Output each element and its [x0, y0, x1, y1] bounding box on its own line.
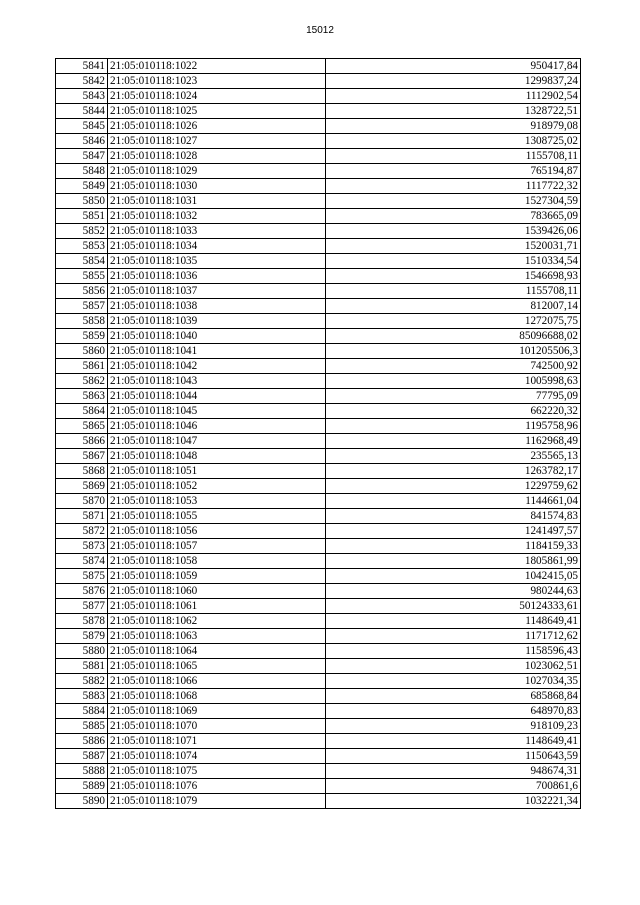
- cadastral-value-cell: 1032221,34: [326, 794, 581, 809]
- row-number-cell: 5865: [56, 419, 108, 434]
- cadastral-value-cell: 1155708,11: [326, 284, 581, 299]
- table-row: [56, 584, 581, 599]
- row-number-cell: 5883: [56, 689, 108, 704]
- table-row: [56, 704, 581, 719]
- row-number-cell: 5872: [56, 524, 108, 539]
- table-row: [56, 164, 581, 179]
- table-row: [56, 674, 581, 689]
- row-number-cell: 5876: [56, 584, 108, 599]
- row-number-cell: 5890: [56, 794, 108, 809]
- row-number-cell: 5888: [56, 764, 108, 779]
- cadastral-value-cell: 841574,83: [326, 509, 581, 524]
- cadastral-number-cell: 21:05:010118:1031: [108, 194, 326, 209]
- cadastral-value-cell: 50124333,61: [326, 599, 581, 614]
- row-number-cell: 5845: [56, 119, 108, 134]
- table-row: [56, 794, 581, 809]
- cadastral-number-cell: 21:05:010118:1022: [108, 59, 326, 74]
- row-number-cell: 5855: [56, 269, 108, 284]
- table-row: [56, 209, 581, 224]
- table-row: [56, 404, 581, 419]
- row-number-cell: 5846: [56, 134, 108, 149]
- table-row: [56, 689, 581, 704]
- cadastral-number-cell: 21:05:010118:1046: [108, 419, 326, 434]
- cadastral-number-cell: 21:05:010118:1032: [108, 209, 326, 224]
- cadastral-number-cell: 21:05:010118:1038: [108, 299, 326, 314]
- table-row: [56, 764, 581, 779]
- cadastral-value-cell: 1299837,24: [326, 74, 581, 89]
- cadastral-value-cell: 1263782,17: [326, 464, 581, 479]
- page-number: 15012: [306, 25, 334, 36]
- table-row: [56, 314, 581, 329]
- table-row: [56, 719, 581, 734]
- cadastral-value-cell: 1328722,51: [326, 104, 581, 119]
- cadastral-number-cell: 21:05:010118:1070: [108, 719, 326, 734]
- table-row: [56, 269, 581, 284]
- cadastral-value-cell: 1027034,35: [326, 674, 581, 689]
- row-number-cell: 5878: [56, 614, 108, 629]
- cadastral-value-cell: 1308725,02: [326, 134, 581, 149]
- cadastral-number-cell: 21:05:010118:1060: [108, 584, 326, 599]
- cadastral-number-cell: 21:05:010118:1076: [108, 779, 326, 794]
- table-row: [56, 359, 581, 374]
- row-number-cell: 5882: [56, 674, 108, 689]
- cadastral-number-cell: 21:05:010118:1052: [108, 479, 326, 494]
- table-row: [56, 449, 581, 464]
- cadastral-number-cell: 21:05:010118:1023: [108, 74, 326, 89]
- cadastral-number-cell: 21:05:010118:1024: [108, 89, 326, 104]
- cadastral-value-cell: 1148649,41: [326, 614, 581, 629]
- table-row: [56, 734, 581, 749]
- row-number-cell: 5859: [56, 329, 108, 344]
- row-number-cell: 5856: [56, 284, 108, 299]
- cadastral-value-cell: 1527304,59: [326, 194, 581, 209]
- cadastral-value-cell: 1150643,59: [326, 749, 581, 764]
- cadastral-value-cell: 700861,6: [326, 779, 581, 794]
- cadastral-number-cell: 21:05:010118:1042: [108, 359, 326, 374]
- row-number-cell: 5844: [56, 104, 108, 119]
- table-row: [56, 374, 581, 389]
- table-row: [56, 659, 581, 674]
- row-number-cell: 5881: [56, 659, 108, 674]
- cadastral-value-cell: 783665,09: [326, 209, 581, 224]
- table-row: [56, 254, 581, 269]
- cadastral-number-cell: 21:05:010118:1048: [108, 449, 326, 464]
- table-row: [56, 554, 581, 569]
- cadastral-value-cell: 1171712,62: [326, 629, 581, 644]
- cadastral-value-cell: 1005998,63: [326, 374, 581, 389]
- cadastral-number-cell: 21:05:010118:1063: [108, 629, 326, 644]
- cadastral-value-cell: 950417,84: [326, 59, 581, 74]
- table-row: [56, 329, 581, 344]
- table-row: [56, 509, 581, 524]
- table-row: [56, 569, 581, 584]
- row-number-cell: 5886: [56, 734, 108, 749]
- table-row: [56, 779, 581, 794]
- cadastral-number-cell: 21:05:010118:1047: [108, 434, 326, 449]
- cadastral-value-cell: 948674,31: [326, 764, 581, 779]
- row-number-cell: 5879: [56, 629, 108, 644]
- row-number-cell: 5889: [56, 779, 108, 794]
- table-row: [56, 644, 581, 659]
- cadastral-number-cell: 21:05:010118:1040: [108, 329, 326, 344]
- table-row: [56, 494, 581, 509]
- row-number-cell: 5864: [56, 404, 108, 419]
- cadastral-value-cell: 1184159,33: [326, 539, 581, 554]
- row-number-cell: 5842: [56, 74, 108, 89]
- table-row: [56, 194, 581, 209]
- table-row: [56, 524, 581, 539]
- cadastral-value-cell: 1229759,62: [326, 479, 581, 494]
- cadastral-value-cell: 812007,14: [326, 299, 581, 314]
- table-row: [56, 224, 581, 239]
- cadastral-number-cell: 21:05:010118:1027: [108, 134, 326, 149]
- cadastral-value-cell: 1520031,71: [326, 239, 581, 254]
- table-row: [56, 749, 581, 764]
- cadastral-value-cell: 980244,63: [326, 584, 581, 599]
- table-row: [56, 434, 581, 449]
- cadastral-value-cell: 1112902,54: [326, 89, 581, 104]
- table-row: [56, 479, 581, 494]
- cadastral-number-cell: 21:05:010118:1030: [108, 179, 326, 194]
- row-number-cell: 5874: [56, 554, 108, 569]
- table-row: [56, 299, 581, 314]
- cadastral-value-cell: 918979,08: [326, 119, 581, 134]
- table-row: [56, 239, 581, 254]
- row-number-cell: 5877: [56, 599, 108, 614]
- cadastral-number-cell: 21:05:010118:1058: [108, 554, 326, 569]
- cadastral-value-cell: 85096688,02: [326, 329, 581, 344]
- cadastral-number-cell: 21:05:010118:1043: [108, 374, 326, 389]
- table-row: [56, 284, 581, 299]
- row-number-cell: 5863: [56, 389, 108, 404]
- cadastral-number-cell: 21:05:010118:1061: [108, 599, 326, 614]
- row-number-cell: 5850: [56, 194, 108, 209]
- cadastral-number-cell: 21:05:010118:1068: [108, 689, 326, 704]
- cadastral-value-cell: 1546698,93: [326, 269, 581, 284]
- cadastral-number-cell: 21:05:010118:1064: [108, 644, 326, 659]
- cadastral-value-cell: 1162968,49: [326, 434, 581, 449]
- cadastral-number-cell: 21:05:010118:1053: [108, 494, 326, 509]
- table-row: [56, 539, 581, 554]
- cadastral-number-cell: 21:05:010118:1056: [108, 524, 326, 539]
- table-row: [56, 629, 581, 644]
- table-row: [56, 104, 581, 119]
- cadastral-value-cell: 77795,09: [326, 389, 581, 404]
- table-row: [56, 74, 581, 89]
- cadastral-value-cell: 662220,32: [326, 404, 581, 419]
- cadastral-value-cell: 1158596,43: [326, 644, 581, 659]
- row-number-cell: 5849: [56, 179, 108, 194]
- row-number-cell: 5885: [56, 719, 108, 734]
- row-number-cell: 5873: [56, 539, 108, 554]
- cadastral-value-cell: 1144661,04: [326, 494, 581, 509]
- cadastral-number-cell: 21:05:010118:1036: [108, 269, 326, 284]
- cadastral-number-cell: 21:05:010118:1062: [108, 614, 326, 629]
- cadastral-number-cell: 21:05:010118:1044: [108, 389, 326, 404]
- cadastral-number-cell: 21:05:010118:1055: [108, 509, 326, 524]
- cadastral-number-cell: 21:05:010118:1071: [108, 734, 326, 749]
- cadastral-number-cell: 21:05:010118:1037: [108, 284, 326, 299]
- cadastral-number-cell: 21:05:010118:1065: [108, 659, 326, 674]
- row-number-cell: 5848: [56, 164, 108, 179]
- row-number-cell: 5858: [56, 314, 108, 329]
- cadastral-number-cell: 21:05:010118:1079: [108, 794, 326, 809]
- row-number-cell: 5875: [56, 569, 108, 584]
- table-row: [56, 599, 581, 614]
- cadastral-value-cell: 685868,84: [326, 689, 581, 704]
- cadastral-value-cell: 1155708,11: [326, 149, 581, 164]
- row-number-cell: 5868: [56, 464, 108, 479]
- cadastral-value-cell: 1241497,57: [326, 524, 581, 539]
- row-number-cell: 5851: [56, 209, 108, 224]
- cadastral-number-cell: 21:05:010118:1066: [108, 674, 326, 689]
- cadastral-value-cell: 1117722,32: [326, 179, 581, 194]
- row-number-cell: 5866: [56, 434, 108, 449]
- cadastral-number-cell: 21:05:010118:1035: [108, 254, 326, 269]
- cadastral-value-cell: 765194,87: [326, 164, 581, 179]
- table-row: [56, 149, 581, 164]
- cadastral-value-cell: 648970,83: [326, 704, 581, 719]
- table-row: [56, 464, 581, 479]
- row-number-cell: 5884: [56, 704, 108, 719]
- row-number-cell: 5852: [56, 224, 108, 239]
- cadastral-number-cell: 21:05:010118:1069: [108, 704, 326, 719]
- cadastral-value-table: [55, 58, 581, 809]
- cadastral-value-cell: 1195758,96: [326, 419, 581, 434]
- table-row: [56, 134, 581, 149]
- cadastral-number-cell: 21:05:010118:1025: [108, 104, 326, 119]
- cadastral-number-cell: 21:05:010118:1074: [108, 749, 326, 764]
- row-number-cell: 5861: [56, 359, 108, 374]
- row-number-cell: 5857: [56, 299, 108, 314]
- row-number-cell: 5869: [56, 479, 108, 494]
- cadastral-number-cell: 21:05:010118:1075: [108, 764, 326, 779]
- cadastral-number-cell: 21:05:010118:1041: [108, 344, 326, 359]
- cadastral-number-cell: 21:05:010118:1039: [108, 314, 326, 329]
- table-row: [56, 89, 581, 104]
- cadastral-value-cell: 1023062,51: [326, 659, 581, 674]
- table-row: [56, 419, 581, 434]
- cadastral-number-cell: 21:05:010118:1051: [108, 464, 326, 479]
- table-row: [56, 179, 581, 194]
- row-number-cell: 5887: [56, 749, 108, 764]
- table-body: [56, 59, 581, 809]
- cadastral-value-cell: 101205506,3: [326, 344, 581, 359]
- cadastral-value-cell: 235565,13: [326, 449, 581, 464]
- cadastral-value-cell: 742500,92: [326, 359, 581, 374]
- table-row: [56, 389, 581, 404]
- cadastral-value-cell: 1805861,99: [326, 554, 581, 569]
- row-number-cell: 5867: [56, 449, 108, 464]
- cadastral-value-cell: 1539426,06: [326, 224, 581, 239]
- row-number-cell: 5853: [56, 239, 108, 254]
- table-row: [56, 614, 581, 629]
- cadastral-value-cell: 1148649,41: [326, 734, 581, 749]
- table-row: [56, 344, 581, 359]
- cadastral-value-cell: 1272075,75: [326, 314, 581, 329]
- cadastral-number-cell: 21:05:010118:1034: [108, 239, 326, 254]
- row-number-cell: 5870: [56, 494, 108, 509]
- row-number-cell: 5880: [56, 644, 108, 659]
- row-number-cell: 5862: [56, 374, 108, 389]
- row-number-cell: 5843: [56, 89, 108, 104]
- cadastral-number-cell: 21:05:010118:1033: [108, 224, 326, 239]
- cadastral-value-cell: 1510334,54: [326, 254, 581, 269]
- cadastral-value-cell: 1042415,05: [326, 569, 581, 584]
- row-number-cell: 5871: [56, 509, 108, 524]
- table-row: [56, 119, 581, 134]
- cadastral-number-cell: 21:05:010118:1028: [108, 149, 326, 164]
- cadastral-number-cell: 21:05:010118:1045: [108, 404, 326, 419]
- row-number-cell: 5860: [56, 344, 108, 359]
- table-row: [56, 59, 581, 74]
- cadastral-value-cell: 918109,23: [326, 719, 581, 734]
- row-number-cell: 5841: [56, 59, 108, 74]
- row-number-cell: 5854: [56, 254, 108, 269]
- row-number-cell: 5847: [56, 149, 108, 164]
- cadastral-number-cell: 21:05:010118:1026: [108, 119, 326, 134]
- cadastral-number-cell: 21:05:010118:1059: [108, 569, 326, 584]
- cadastral-number-cell: 21:05:010118:1029: [108, 164, 326, 179]
- cadastral-number-cell: 21:05:010118:1057: [108, 539, 326, 554]
